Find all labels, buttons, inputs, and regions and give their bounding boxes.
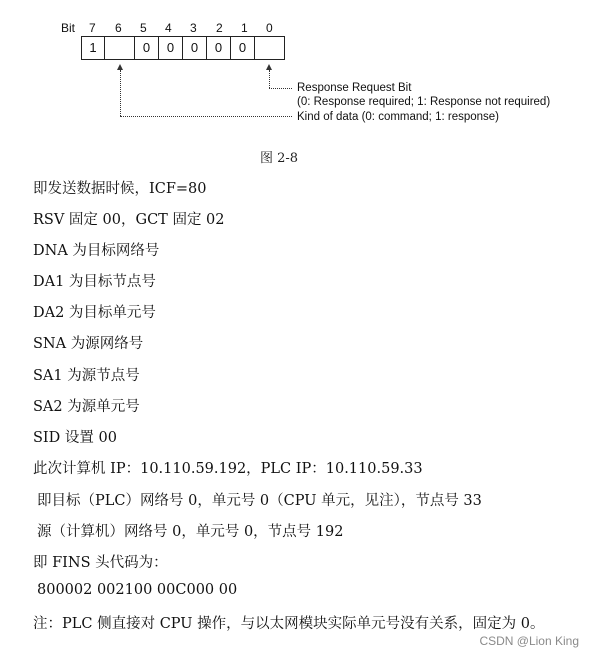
text-line-note: 注：PLC 侧直接对 CPU 操作，与以太网模块实际单元号没有关系，固定为 0。 — [33, 616, 545, 632]
bit-cell-2: 0 — [207, 36, 231, 60]
text-line-da2: DA2 为目标单元号 — [33, 305, 156, 321]
leader-bit0-vertical — [269, 70, 270, 88]
text-line-sa2: SA2 为源单元号 — [33, 399, 140, 415]
bit-header-label: Bit — [61, 21, 76, 35]
bit-cell-0 — [255, 36, 285, 60]
bit-cell-7: 1 — [81, 36, 105, 60]
annotation-response-values: (0: Response required; 1: Response not required) — [297, 96, 551, 108]
text-line-rsv-gct: RSV 固定 00，GCT 固定 02 — [33, 212, 225, 228]
bit-number-1: 1 — [241, 21, 248, 35]
bit-cell-4: 0 — [159, 36, 183, 60]
text-line-sa1: SA1 为源节点号 — [33, 368, 140, 384]
leader-bit0-horizontal — [269, 88, 292, 89]
text-line-target-info: 即目标（PLC）网络号 0，单元号 0（CPU 单元，见注），节点号 33 — [37, 493, 482, 509]
bit-number-0: 0 — [266, 21, 273, 35]
figure-caption: 图 2-8 — [260, 151, 299, 166]
bit-diagram — [0, 0, 593, 140]
leader-bit6-horizontal — [120, 116, 292, 117]
bit-number-2: 2 — [216, 21, 223, 35]
watermark: CSDN @Lion King — [479, 634, 579, 648]
bit-number-3: 3 — [190, 21, 197, 35]
bit-cell-1: 0 — [231, 36, 255, 60]
bit-number-5: 5 — [140, 21, 147, 35]
bit-number-7: 7 — [89, 21, 96, 35]
bit-cell-6 — [105, 36, 135, 60]
leader-bit6-vertical — [120, 70, 121, 116]
text-line-fins-header-code: 800002 002100 00C000 00 — [37, 582, 238, 598]
text-line-icf: 即发送数据时候，ICF=80 — [33, 181, 207, 197]
bit-number-4: 4 — [165, 21, 172, 35]
bit-cell-3: 0 — [183, 36, 207, 60]
annotation-response-request: Response Request Bit — [297, 82, 412, 94]
text-line-dna: DNA 为目标网络号 — [33, 243, 160, 259]
text-line-fins-header-intro: 即 FINS 头代码为： — [33, 555, 168, 571]
text-line-ip-addresses: 此次计算机 IP：10.110.59.192，PLC IP：10.110.59.33 — [33, 461, 423, 477]
text-line-da1: DA1 为目标节点号 — [33, 274, 156, 290]
text-line-sna: SNA 为源网络号 — [33, 336, 144, 352]
text-line-source-info: 源（计算机）网络号 0，单元号 0，节点号 192 — [37, 524, 344, 540]
bit-number-6: 6 — [115, 21, 122, 35]
text-line-sid: SID 设置 00 — [33, 430, 117, 446]
bit-cell-5: 0 — [135, 36, 159, 60]
annotation-kind-of-data: Kind of data (0: command; 1: response) — [297, 111, 499, 123]
